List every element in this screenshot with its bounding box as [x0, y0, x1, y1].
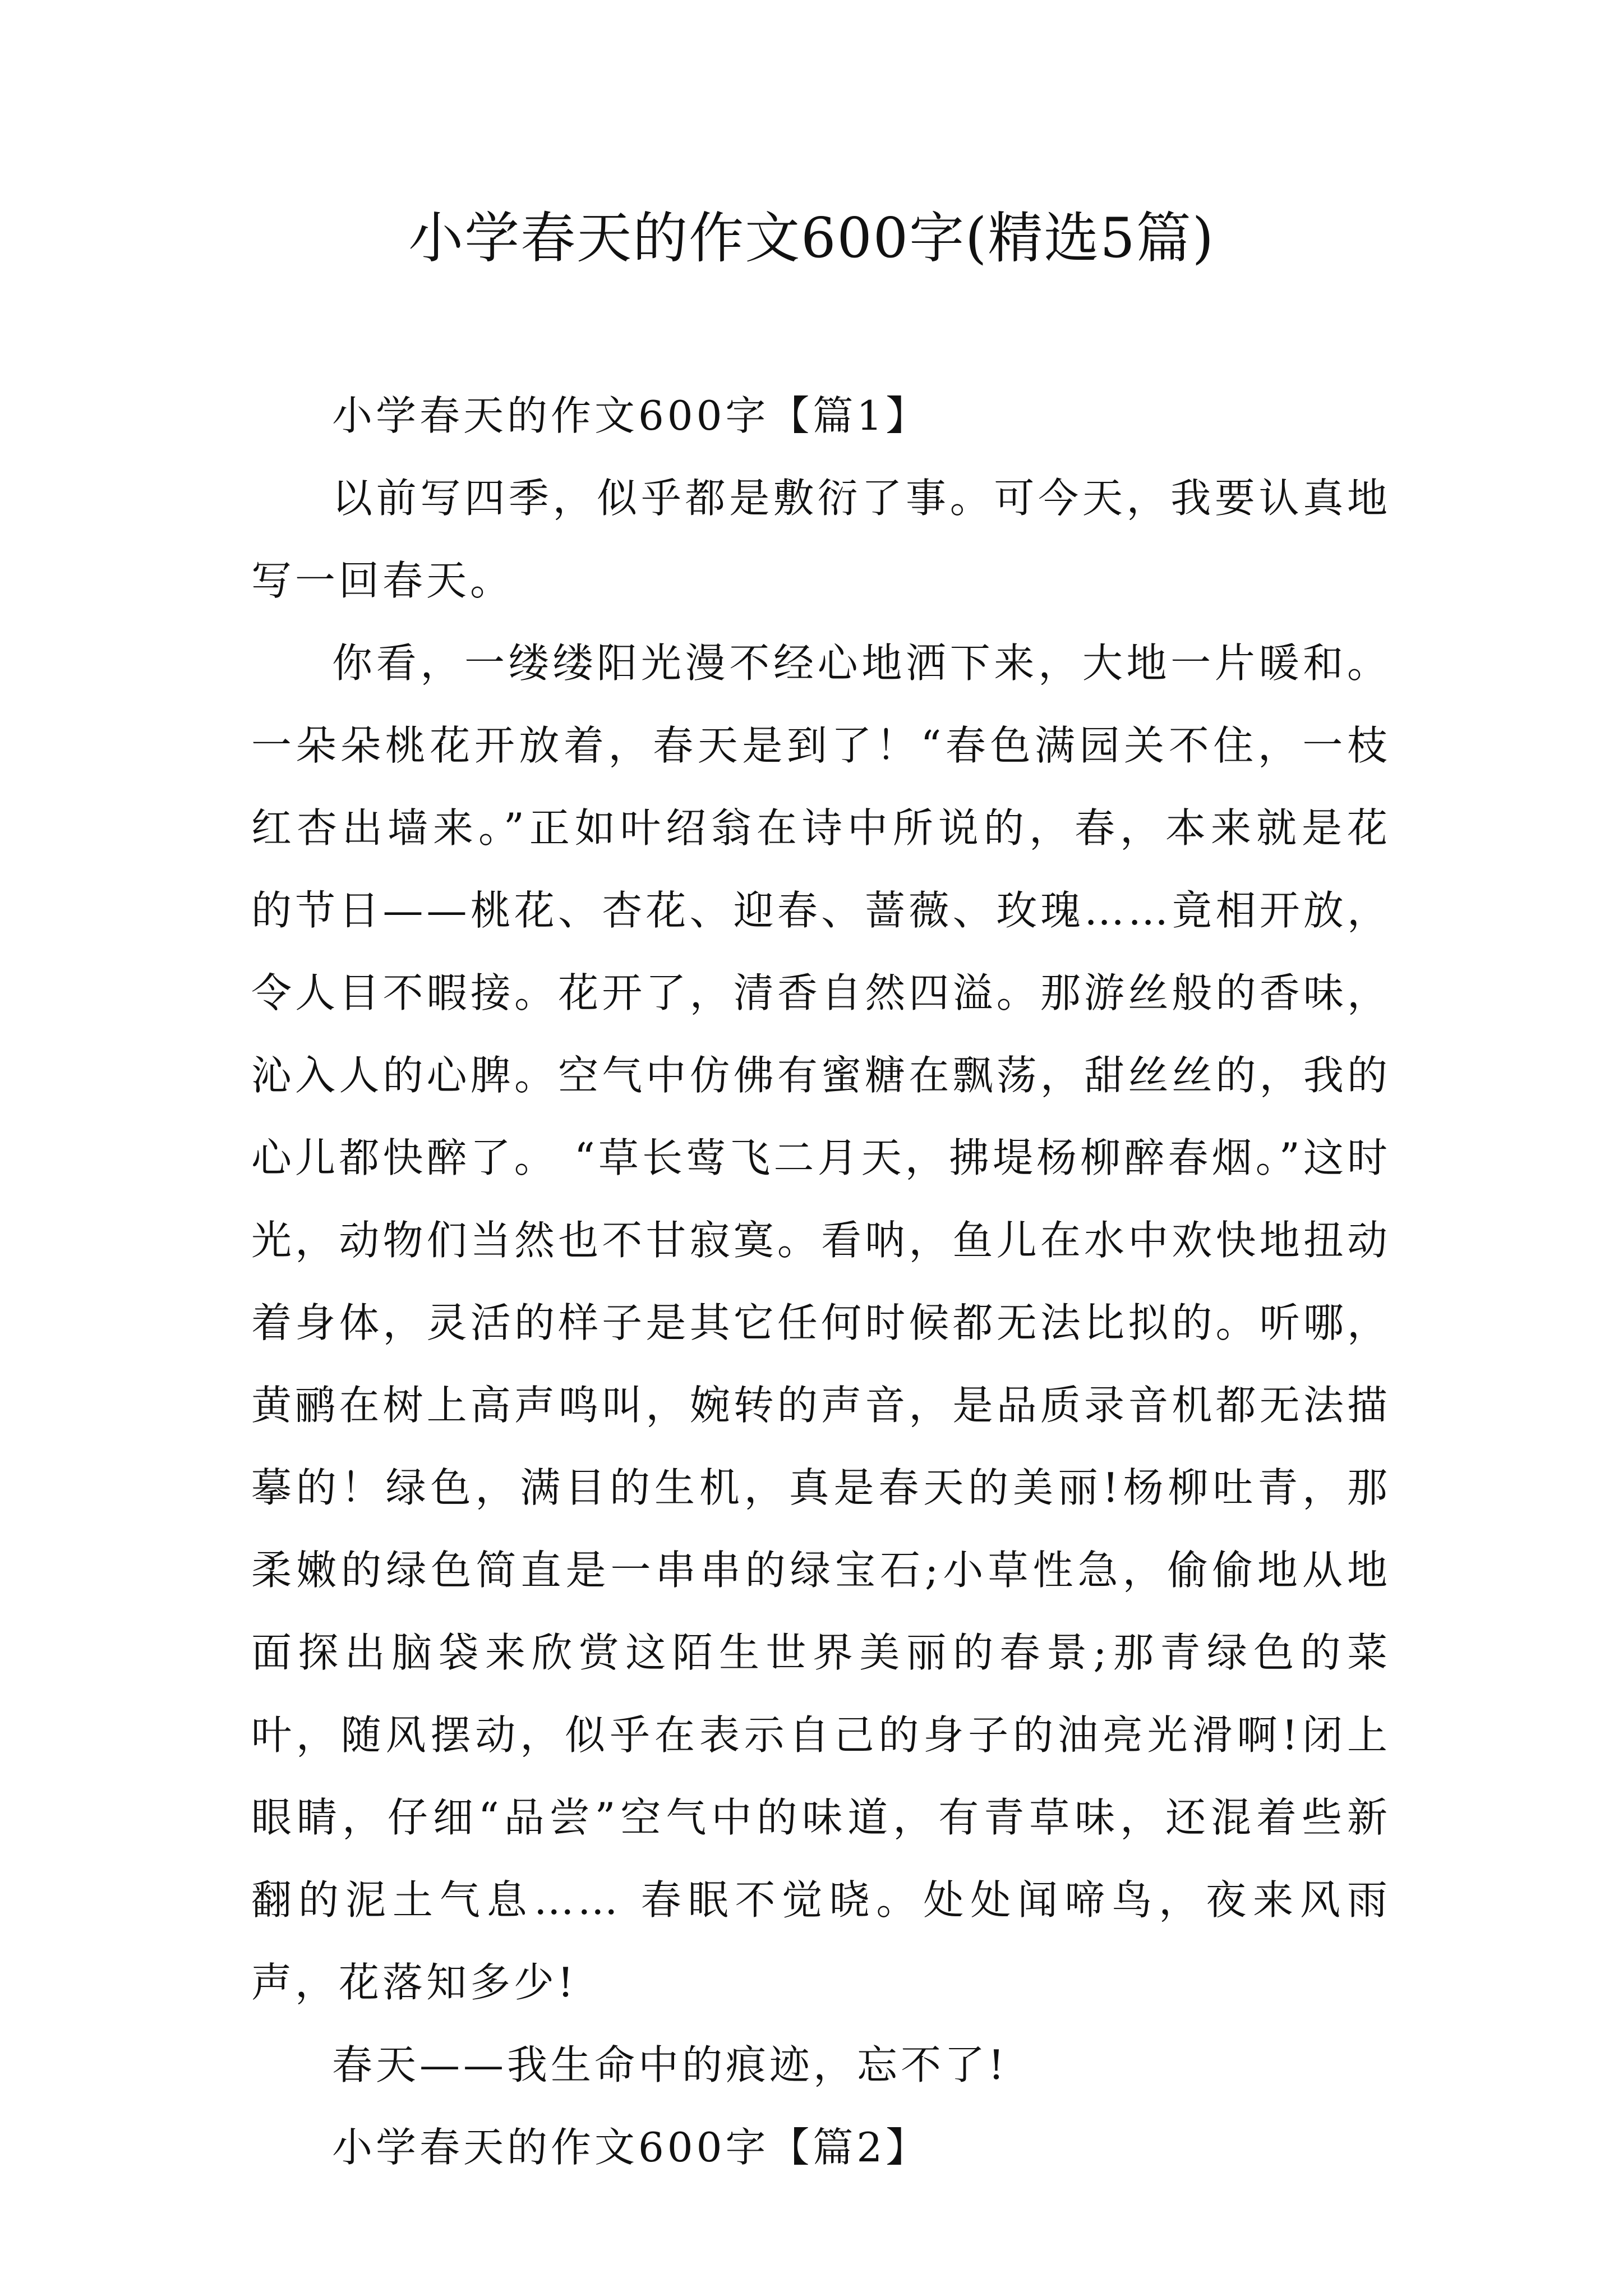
document-title: 小学春天的作文600字(精选5篇)	[408, 206, 1215, 270]
paragraph-closing: 春天——我生命中的痕迹，忘不了!	[332, 2041, 1008, 2088]
paragraph-intro: 以前写四季，似乎都是敷衍了事。可今天，我要认真地写一回春天。	[251, 475, 1391, 604]
document-body	[251, 375, 1391, 2189]
paragraph-main: 你看，一缕缕阳光漫不经心地洒下来，大地一片暖和。一朵朵桃花开放着，春天是到了！“春色满园关不住，一枝红杏出墙来。”正如叶绍翁在诗中所说的，春，本来就是花的节日——桃花、杏花、迎春、蔷薇、玫瑰……竟相开放，令人目不暇接。花开了，清香自然四溢。那游丝般的香味，沁入人的心脾。空气中仿佛有蜜糖在飘荡，甜丝丝的，我的心儿都快醉了。 “草长莺飞二月天，拂堤杨柳醉春烟。”这时光，动物们当然也不甘寂寞。看呐，鱼儿在水中欢快地扭动着身体，灵活的样子是其它任何时候都无法比拟的。听哪，黄鹂在树上高声鸣叫，婉转的声音，是品质录音机都无法描摹的！绿色，满目的生机，真是春天的美丽!杨柳吐青，那柔嫩的绿色简直是一串串的绿宝石;小草性急，偷偷地从地面探出脑袋来欣赏这陌生世界美丽的春景;那青绿色的菜叶，随风摆动，似乎在表示自己的身子的油亮光滑啊!闭上眼睛，仔细“品尝”空气中的味道，有青草味，还混着些新翻的泥土气息…… 春眠不觉晓。处处闻啼鸟，夜来风雨声，花落知多少!	[251, 639, 1391, 2006]
section-heading-1: 小学春天的作文600字【篇1】	[332, 392, 930, 439]
section-heading-2: 小学春天的作文600字【篇2】	[332, 2124, 930, 2171]
